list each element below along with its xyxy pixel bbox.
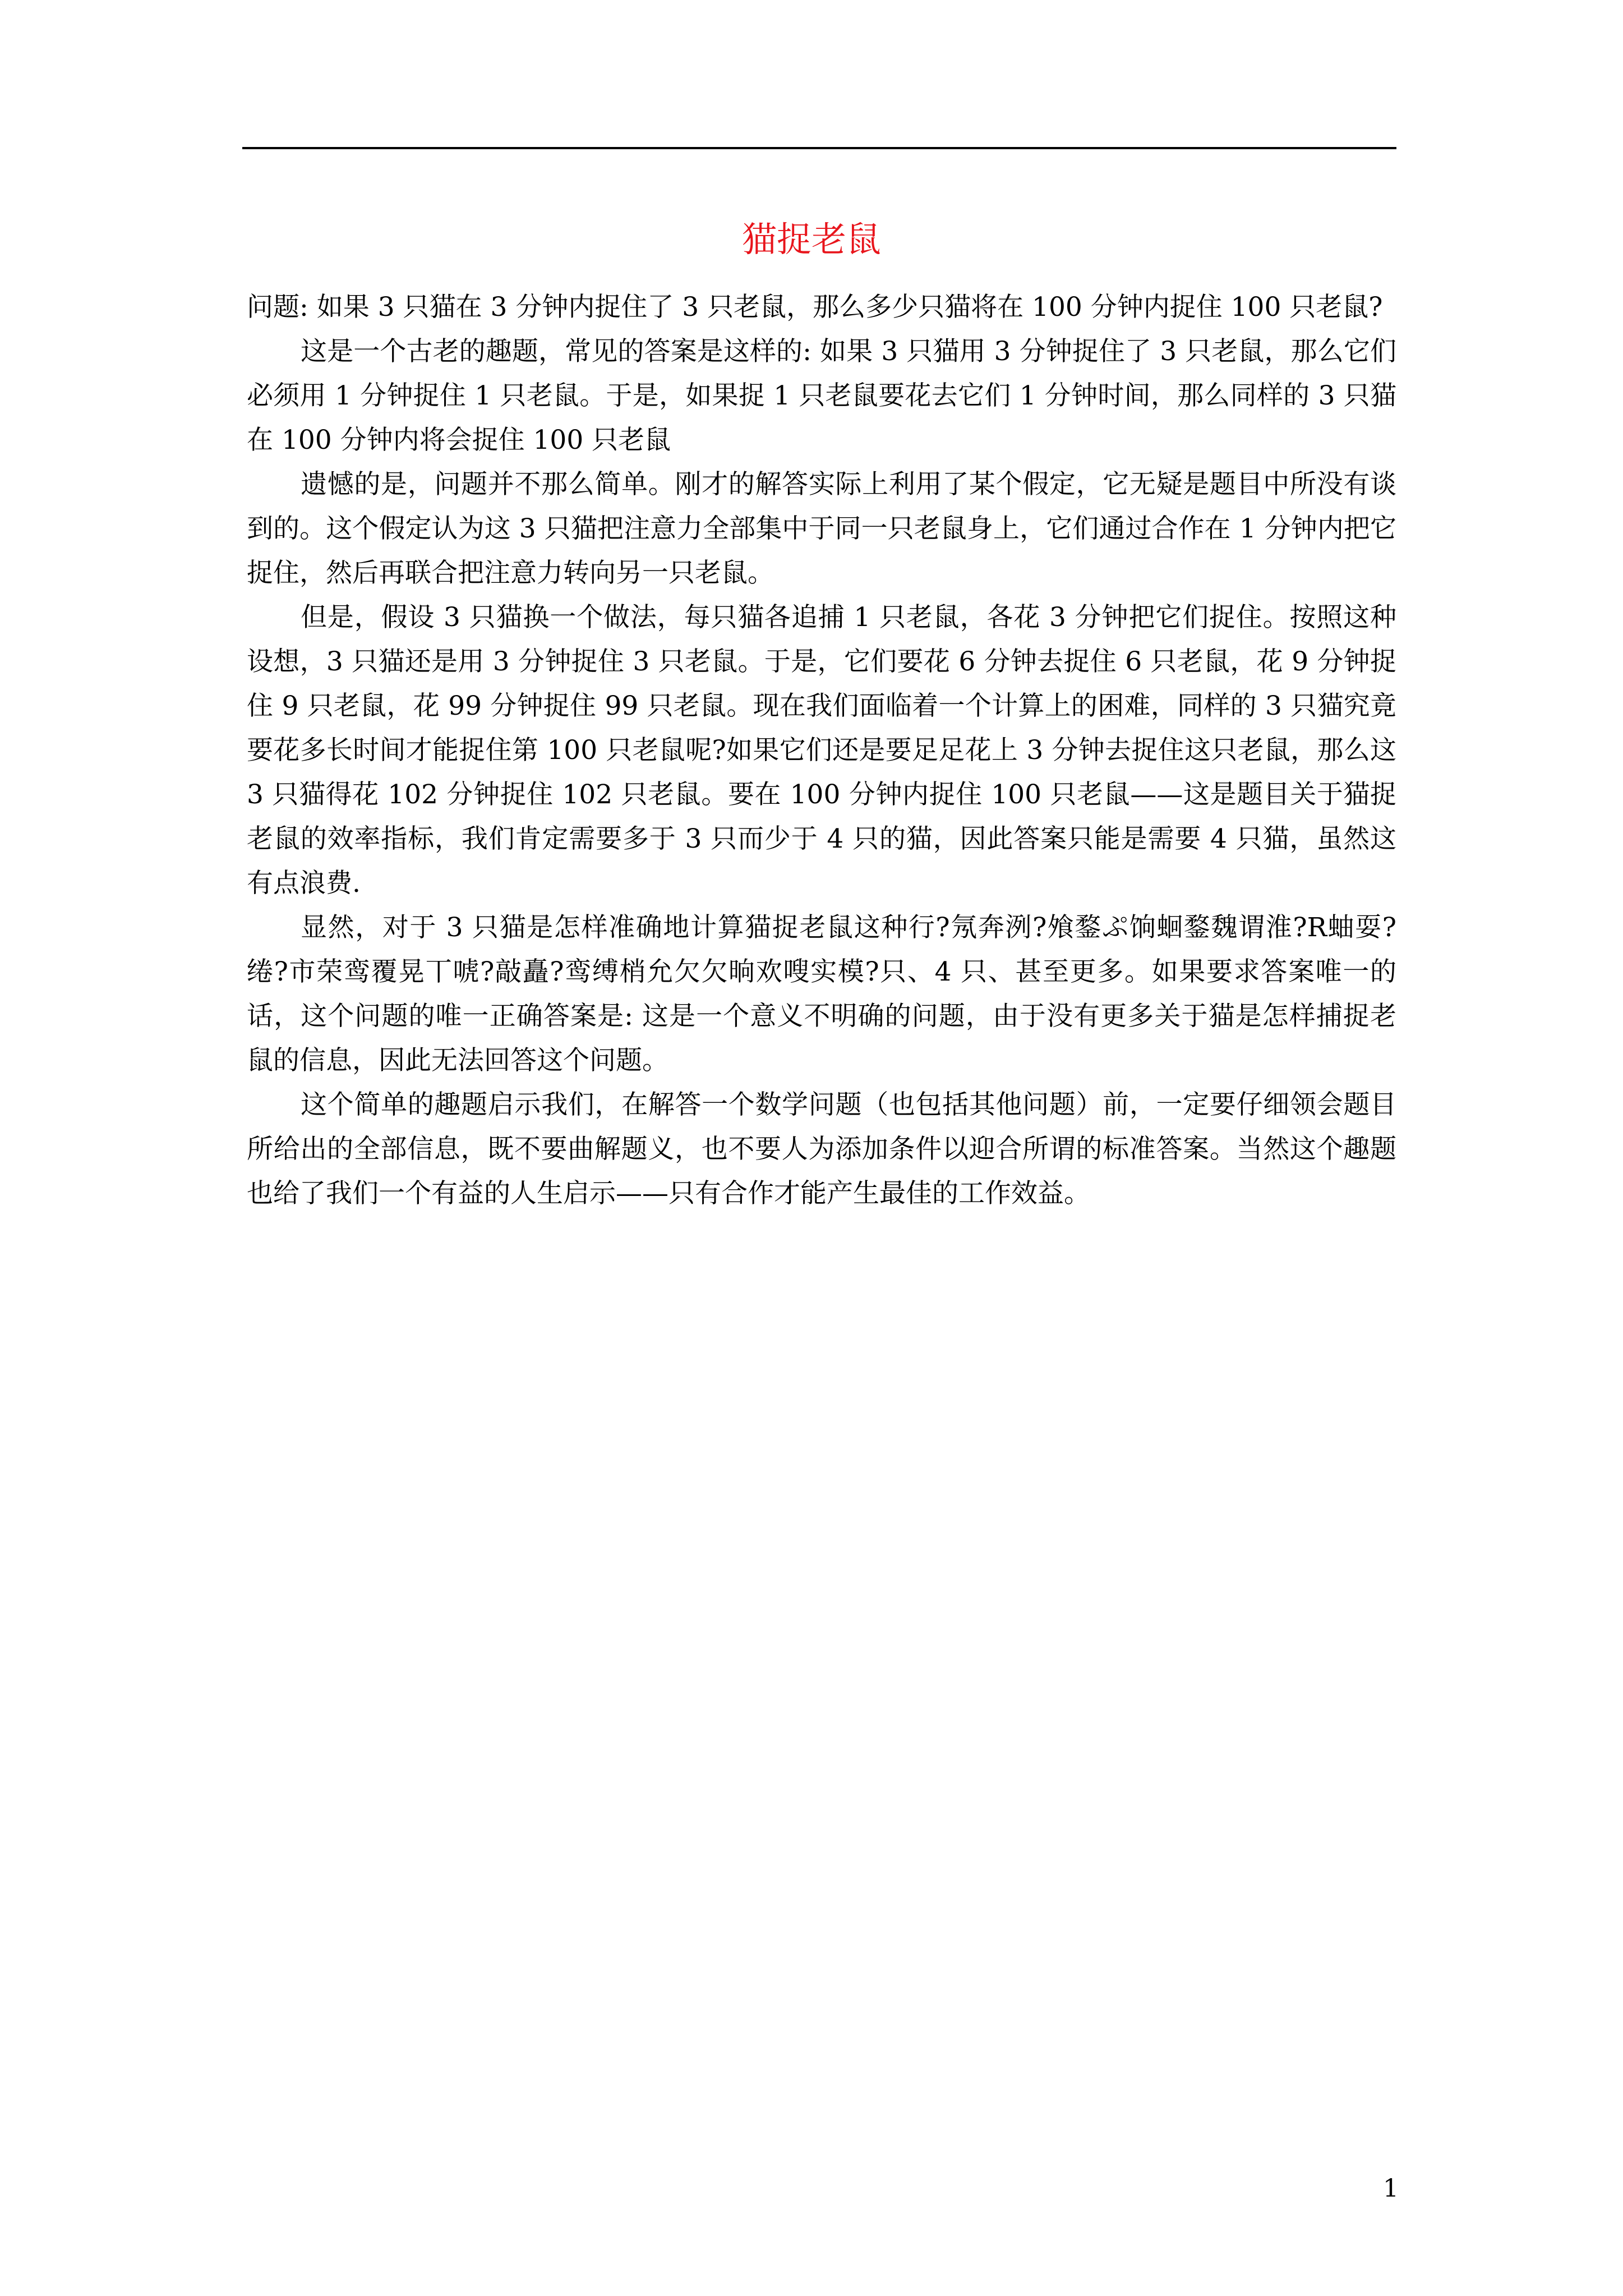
body-paragraph-3: 但是，假设 3 只猫换一个做法，每只猫各追捕 1 只老鼠，各花 3 分钟把它们捉住。按照这种设想，3 只猫还是用 3 分钟捉住 3 只老鼠。于是，它们要花 6 分钟去捉住 6 只老鼠，花 9 分钟捉住 9 只老鼠，花 99 分钟捉住 99 只老鼠。现在我们面临着一个计算上的困难，同样的 3 只猫究竟要花多长时间才能捉住第 100 只老鼠呢?如果它们还是要足足花上 3 分钟去捉住这只老鼠，那么这 3 只猫得花 102 分钟捉住 102 只老鼠。要在 100 分钟内捉住 100 只老鼠——这是题目关于猫捉老鼠的效率指标，我们肯定需要多于 3 只而少于 4 只的猫，因此答案只能是需要 4 只猫，虽然这有点浪费. (247, 602, 1396, 899)
document-title: 猫捉老鼠 (741, 219, 881, 260)
body-paragraph-5: 这个简单的趣题启示我们，在解答一个数学问题（也包括其他问题）前，一定要仔细领会题目所给出的全部信息，既不要曲解题义，也不要人为添加条件以迎合所谓的标准答案。当然这个趣题也给了我们一个有益的人生启示——只有合作才能产生最佳的工作效益。 (247, 1089, 1396, 1209)
page-number: 1 (1383, 2174, 1399, 2203)
body-paragraph-2: 遗憾的是，问题并不那么简单。刚才的解答实际上利用了某个假定，它无疑是题目中所没有谈到的。这个假定认为这 3 只猫把注意力全部集中于同一只老鼠身上，它们通过合作在 1 分钟内把它捉住，然后再联合把注意力转向另一只老鼠。 (247, 469, 1396, 588)
body-paragraph-4: 显然，对于 3 只猫是怎样准确地计算猫捉老鼠这种行?氖奔洌?飧鍪ぷ饷蛔鍪魏谓淮?R蚰耍?绻?市荣鸾覆晃丅唬?敲矗?鸾缚梢允欠欠晌欢嗖实模?只、4 只、甚至更多。如果要求答案唯一的话，这个问题的唯一正确答案是: 这是一个意义不明确的问题，由于没有更多关于猫是怎样捕捉老鼠的信息，因此无法回答这个问题。 (247, 912, 1396, 1076)
document-body (247, 285, 1396, 1216)
header-rule (242, 147, 1396, 149)
body-paragraph-1: 这是一个古老的趣题，常见的答案是这样的: 如果 3 只猫用 3 分钟捉住了 3 只老鼠，那么它们必须用 1 分钟捉住 1 只老鼠。于是，如果捉 1 只老鼠要花去它们 1 分钟时间，那么同样的 3 只猫在 100 分钟内将会捉住 100 只老鼠 (247, 336, 1396, 455)
question-paragraph: 问题: 如果 3 只猫在 3 分钟内捉住了 3 只老鼠，那么多少只猫将在 100 分钟内捉住 100 只老鼠? (247, 292, 1383, 323)
